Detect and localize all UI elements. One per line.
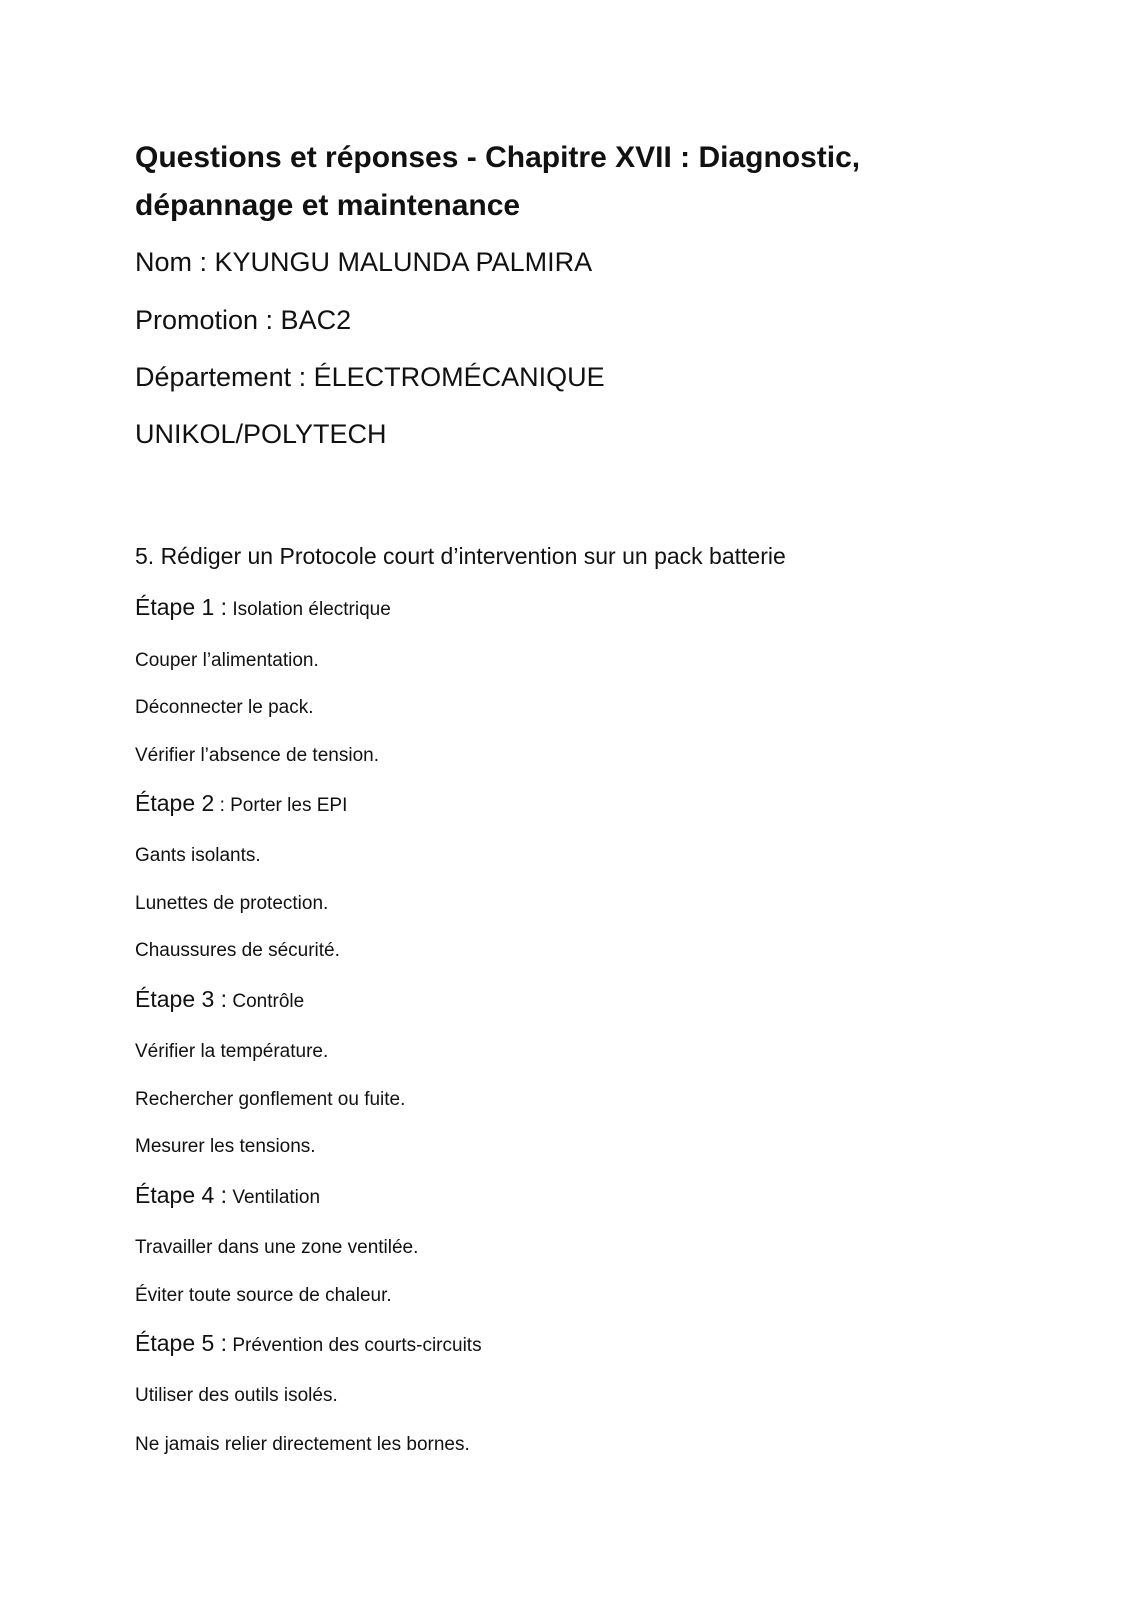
- step-item: Lunettes de protection.: [135, 893, 329, 914]
- step-item: Couper l’alimentation.: [135, 650, 319, 671]
- step-item: Travailler dans une zone ventilée.: [135, 1237, 419, 1258]
- student-promotion: Promotion : BAC2: [135, 305, 352, 335]
- step-title: : Porter les EPI: [214, 795, 348, 816]
- step-item: Chaussures de sécurité.: [135, 940, 340, 961]
- student-name: Nom : KYUNGU MALUNDA PALMIRA: [135, 247, 593, 277]
- step-label: Étape 2: [135, 790, 215, 816]
- step-label: Étape 4 :: [135, 1182, 228, 1208]
- step-item: Mesurer les tensions.: [135, 1136, 316, 1157]
- step-item: Utiliser des outils isolés.: [135, 1385, 338, 1406]
- step-item: Vérifier l’absence de tension.: [135, 745, 379, 766]
- document-title: Questions et réponses - Chapitre XVII : Diagnostic, dépannage et maintenance: [135, 141, 861, 222]
- step-heading: [135, 986, 304, 1013]
- step-label: Étape 5 :: [135, 1330, 228, 1356]
- student-department: Département : ÉLECTROMÉCANIQUE: [135, 362, 605, 392]
- step-item: Gants isolants.: [135, 845, 261, 866]
- step-label: Étape 3 :: [135, 986, 228, 1012]
- step-title: Ventilation: [227, 1187, 321, 1208]
- step-heading: [135, 594, 391, 621]
- step-item: Éviter toute source de chaleur.: [135, 1285, 392, 1306]
- step-item: Vérifier la température.: [135, 1041, 329, 1062]
- step-heading: [135, 1182, 320, 1209]
- institution: UNIKOL/POLYTECH: [135, 419, 387, 449]
- step-title: Prévention des courts-circuits: [227, 1335, 482, 1356]
- question-heading: 5. Rédiger un Protocole court d’intervention sur un pack batterie: [135, 543, 786, 569]
- step-item: Ne jamais relier directement les bornes.: [135, 1434, 470, 1455]
- step-title: Contrôle: [227, 991, 305, 1012]
- step-heading: [135, 790, 347, 817]
- step-title: Isolation électrique: [227, 599, 391, 620]
- step-item: Rechercher gonflement ou fuite.: [135, 1089, 406, 1110]
- step-heading: [135, 1330, 482, 1357]
- step-label: Étape 1 :: [135, 594, 228, 620]
- step-item: Déconnecter le pack.: [135, 697, 314, 718]
